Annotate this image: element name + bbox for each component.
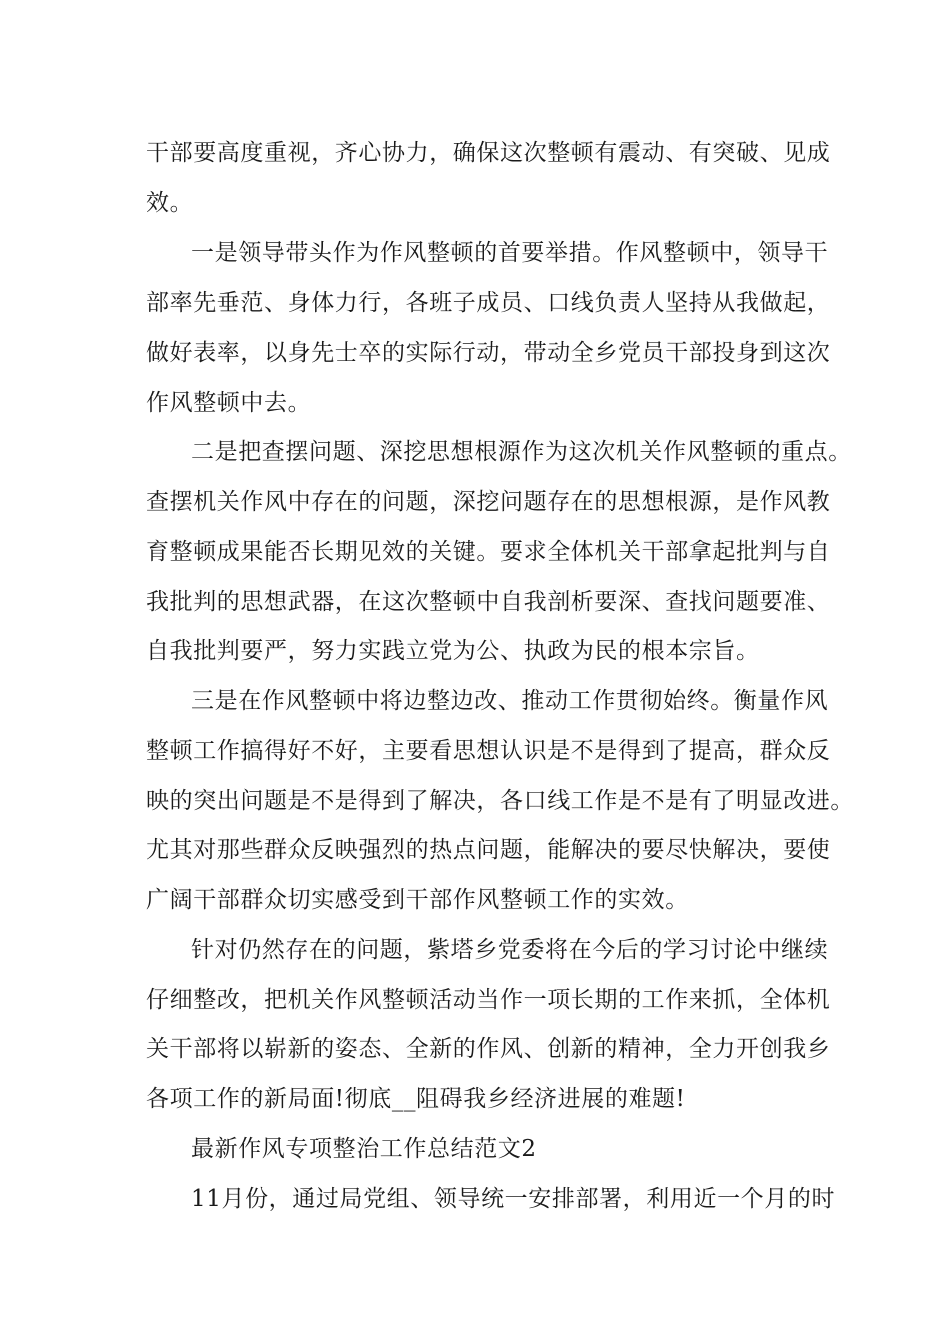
text-line: 关干部将以崭新的姿态、全新的作风、创新的精神，全力开创我乡 — [146, 1036, 831, 1062]
text-line: 部率先垂范、身体力行，各班子成员、口线负责人坚持从我做起， — [146, 290, 831, 316]
text-line: 作风整顿中去。 — [146, 390, 312, 416]
paragraph-first-line: 一是领导带头作为作风整顿的首要举措。作风整顿中，领导干 — [191, 240, 829, 266]
text-line: 整顿工作搞得好不好，主要看思想认识是不是得到了提高，群众反 — [146, 738, 831, 764]
text-line: 干部要高度重视，齐心协力，确保这次整顿有震动、有突破、见成 — [146, 140, 831, 166]
text-line: 各项工作的新局面!彻底__阻碍我乡经济进展的难题! — [146, 1086, 686, 1112]
paragraph-first-line: 11月份，通过局党组、领导统一安排部署，利用近一个月的时 — [191, 1186, 836, 1212]
text-line: 做好表率，以身先士卒的实际行动，带动全乡党员干部投身到这次 — [146, 340, 831, 366]
text-line: 仔细整改，把机关作风整顿活动当作一项长期的工作来抓，全体机 — [146, 987, 831, 1013]
text-line: 广阔干部群众切实感受到干部作风整顿工作的实效。 — [146, 887, 689, 913]
text-line: 映的突出问题是不是得到了解决，各口线工作是不是有了明显改进。 — [146, 788, 854, 814]
text-line: 育整顿成果能否长期见效的关键。要求全体机关干部拿起批判与自 — [146, 539, 831, 565]
paragraph-first-line: 三是在作风整顿中将边整边改、推动工作贯彻始终。衡量作风 — [191, 688, 829, 714]
text-line: 尤其对那些群众反映强烈的热点问题，能解决的要尽快解决，要使 — [146, 837, 831, 863]
text-line: 我批判的思想武器，在这次整顿中自我剖析要深、查找问题要准、 — [146, 589, 831, 615]
section-heading: 最新作风专项整治工作总结范文2 — [191, 1136, 537, 1162]
paragraph-first-line: 针对仍然存在的问题，紫塔乡党委将在今后的学习讨论中继续 — [191, 937, 829, 963]
text-line: 自我批判要严，努力实践立党为公、执政为民的根本宗旨。 — [146, 638, 760, 664]
paragraph-first-line: 二是把查摆问题、深挖思想根源作为这次机关作风整顿的重点。 — [191, 439, 852, 465]
text-line: 查摆机关作风中存在的问题，深挖问题存在的思想根源，是作风教 — [146, 489, 831, 515]
text-line: 效。 — [146, 190, 194, 216]
